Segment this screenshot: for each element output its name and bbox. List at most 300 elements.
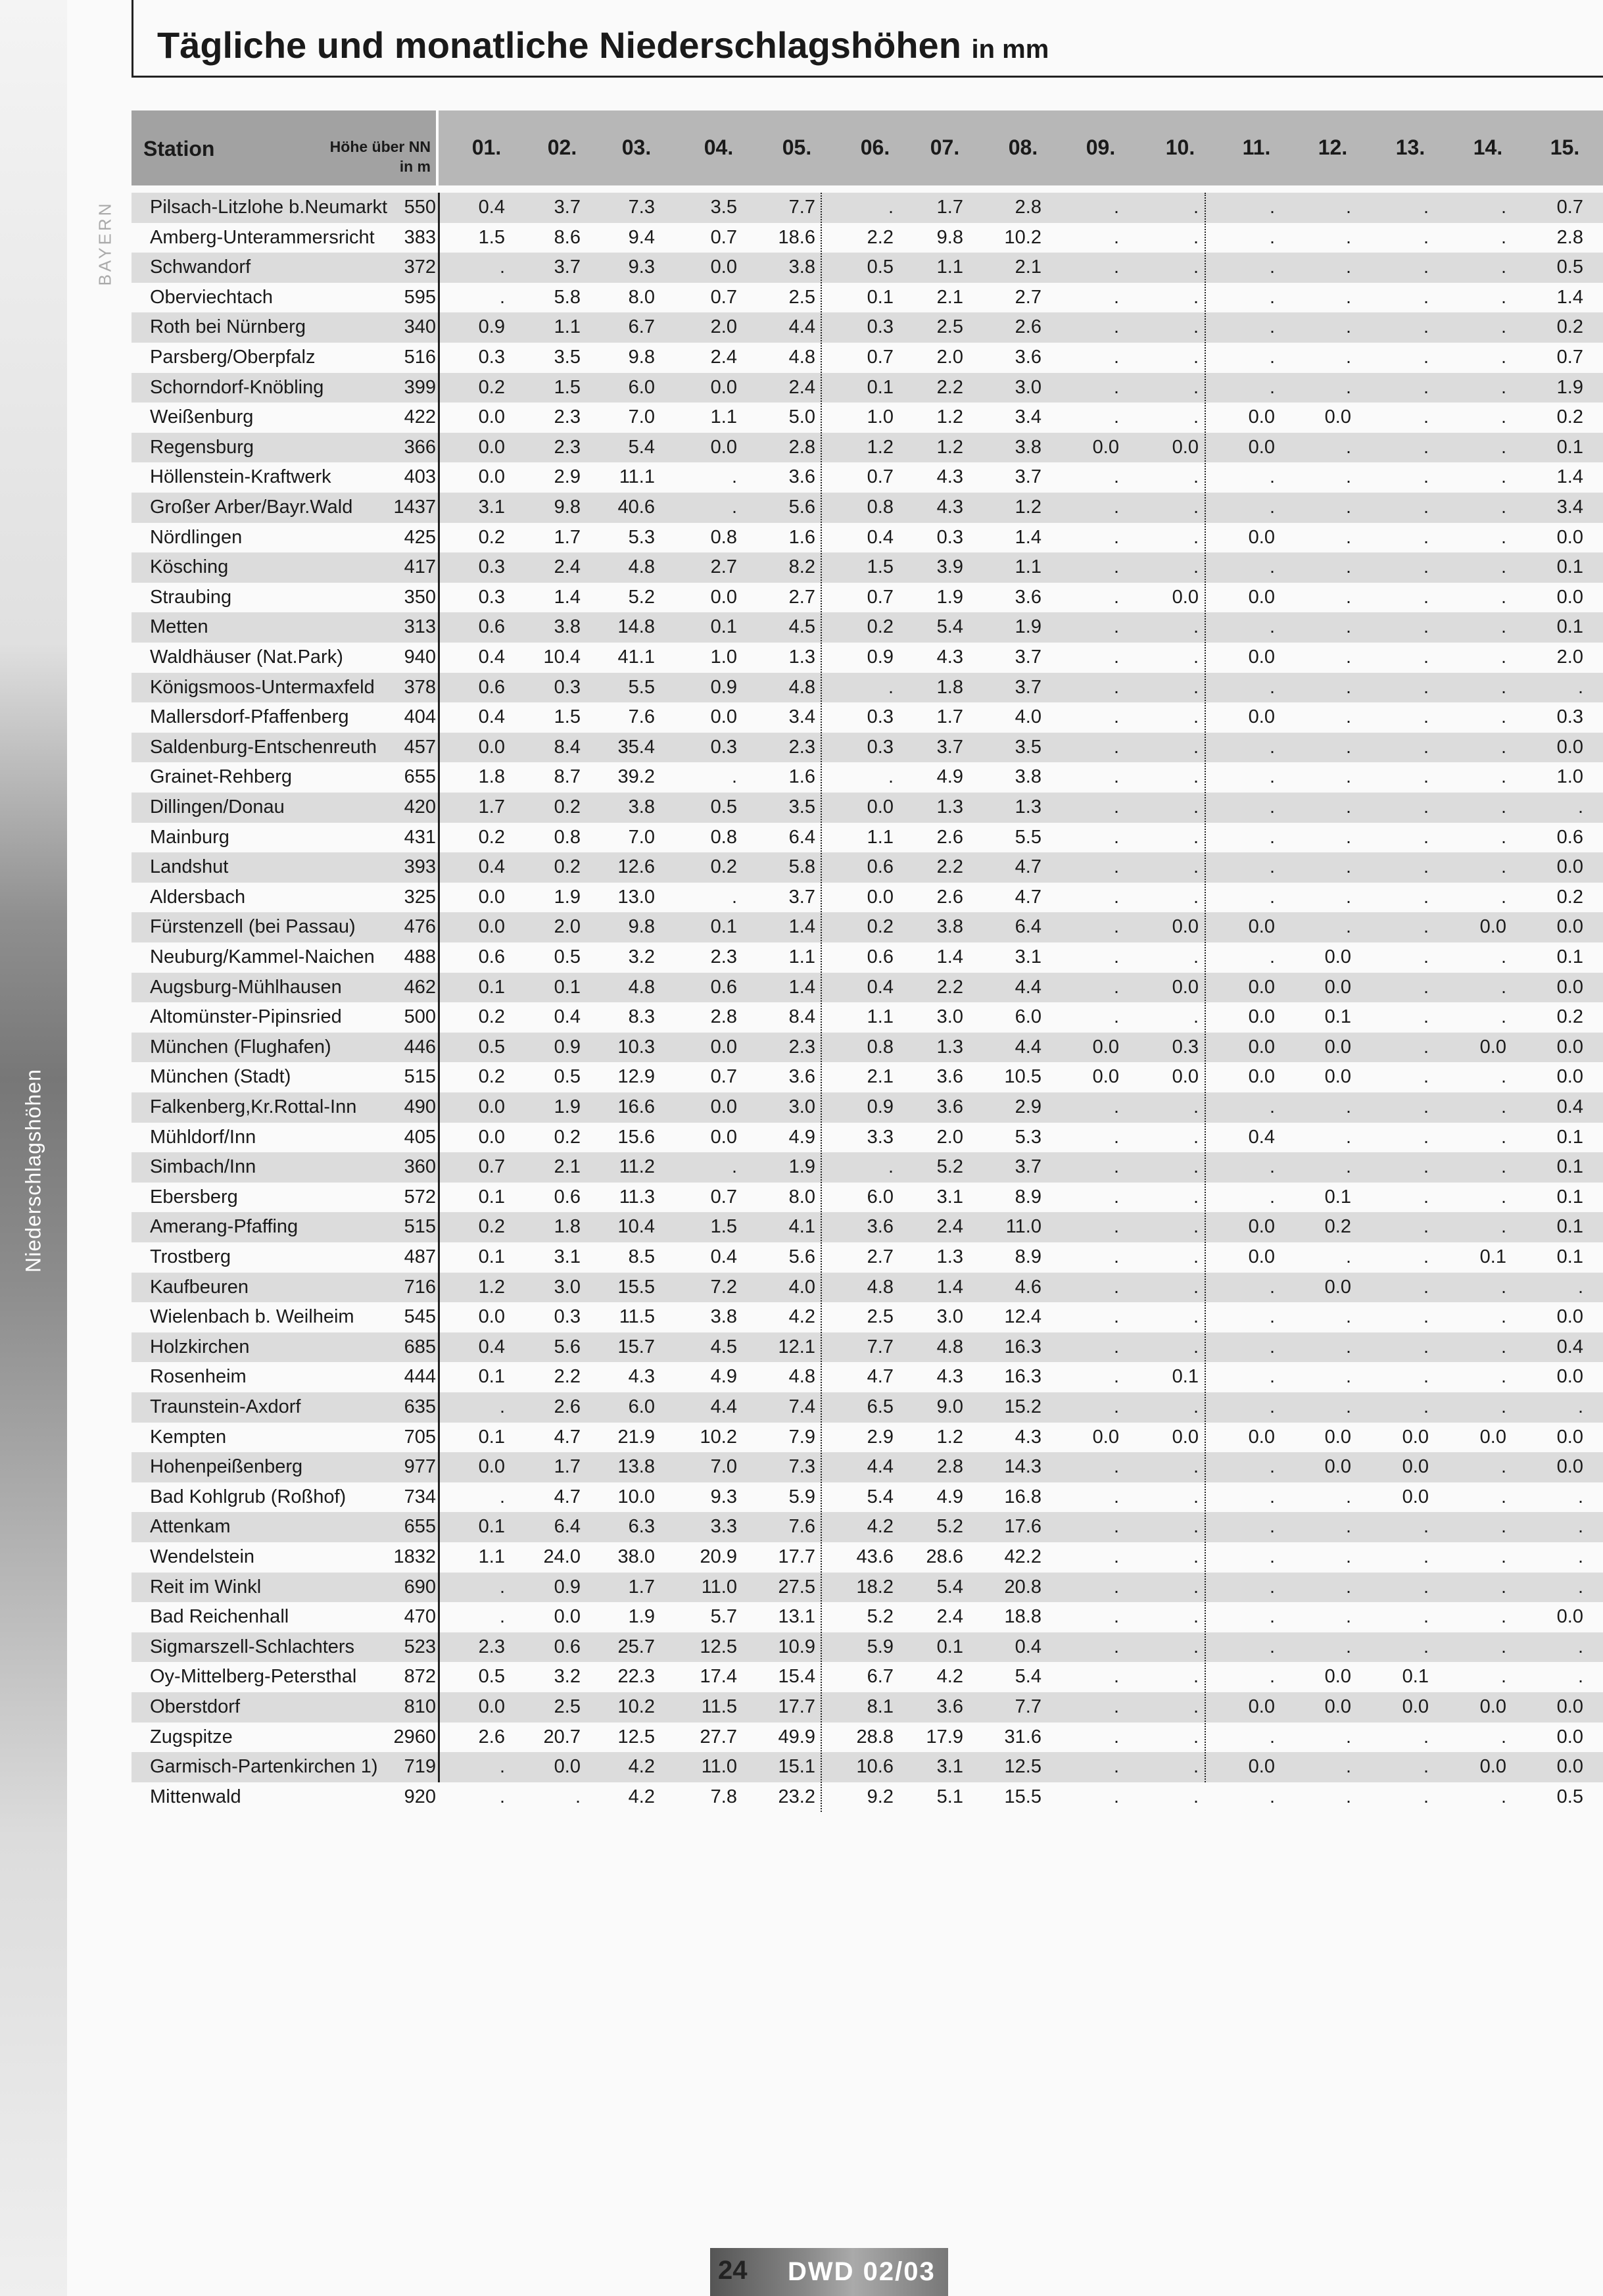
day-value: 0.1 [478,976,505,998]
station-name: Bad Reichenhall [150,1606,289,1628]
day-value: . [1193,1696,1199,1717]
day-value: 4.8 [788,347,815,368]
station-name: Wielenbach b. Weilheim [150,1306,354,1328]
day-value: 1.8 [936,676,963,698]
day-value: 3.0 [788,1096,815,1117]
day-value: 0.5 [1556,1786,1583,1807]
day-value: 0.2 [478,376,505,398]
day-value: . [499,1606,505,1628]
day-value: 2.4 [554,556,581,578]
day-value: 0.0 [1248,1216,1275,1238]
day-value: . [1269,1666,1275,1688]
day-value: 6.0 [628,1396,655,1417]
day-value: . [1113,1246,1119,1267]
day-value: 1.1 [867,1006,894,1028]
day-value: 3.1 [936,1756,963,1778]
station-hoehe: 470 [404,1606,436,1628]
day-value: 7.7 [867,1336,894,1357]
day-value: 3.6 [936,1696,963,1717]
day-value: 17.9 [926,1726,963,1747]
day-value: 1.0 [867,406,894,428]
day-value: 20.9 [700,1546,737,1567]
station-hoehe: 655 [404,766,436,788]
day-value: . [1345,676,1351,698]
day-value: 0.9 [478,316,505,338]
station-name: Dillingen/Donau [150,796,285,818]
day-value: 0.4 [867,976,894,998]
day-value: 0.0 [1324,1456,1351,1478]
station-name: Attenkam [150,1516,231,1538]
day-value: 2.6 [936,886,963,908]
day-value: . [1193,466,1199,488]
day-value: 0.0 [710,1096,737,1117]
day-value: 1.7 [554,1456,581,1478]
day-value: . [1345,766,1351,788]
day-value: 2.0 [936,347,963,368]
day-value: 3.8 [1015,436,1041,458]
table-row [132,1212,1603,1242]
table-row [132,912,1603,942]
table-row [132,1002,1603,1033]
day-value: . [1577,1276,1583,1298]
station-hoehe: 734 [404,1486,436,1507]
station-name: Fürstenzell (bei Passau) [150,916,356,938]
day-value: . [1113,1666,1119,1688]
day-value: 0.0 [1479,1426,1506,1448]
station-name: Höllenstein-Kraftwerk [150,466,331,488]
day-value: . [1345,916,1351,938]
day-value: 2.0 [554,916,581,938]
day-value: 0.0 [710,256,737,278]
day-value: 2.9 [554,466,581,488]
day-value: 2.6 [936,826,963,848]
day-value: 0.0 [1402,1426,1429,1448]
day-value: 0.8 [867,1036,894,1058]
day-value: . [1500,1336,1506,1357]
day-value: 0.0 [1248,1756,1275,1778]
day-value: 2.7 [867,1246,894,1267]
day-value: 0.0 [1248,916,1275,938]
day-value: . [1113,586,1119,608]
day-value: . [1193,1186,1199,1208]
day-value: . [499,1396,505,1417]
day-value: . [1500,286,1506,308]
day-value: . [1193,1006,1199,1028]
day-value: 7.2 [710,1276,737,1298]
day-value: 2.9 [1015,1096,1041,1117]
day-value: 18.2 [856,1576,894,1598]
day-value: 1.3 [1015,796,1041,818]
day-value: . [1345,856,1351,878]
day-value: . [1345,1786,1351,1807]
day-value: . [1113,1486,1119,1507]
day-value: . [499,256,505,278]
day-value: . [1113,1186,1119,1208]
day-value: 10.0 [617,1486,655,1507]
day-value: 5.9 [867,1636,894,1657]
day-value: 41.1 [617,647,655,668]
day-value: 2.8 [936,1456,963,1478]
day-value: 5.5 [628,676,655,698]
day-value: . [1269,1156,1275,1178]
day-value: 4.2 [936,1666,963,1688]
header-day: 15. [1550,135,1580,159]
day-value: . [1193,347,1199,368]
day-value: 21.9 [617,1426,655,1448]
table-row [132,1123,1603,1153]
day-value: 4.9 [788,1126,815,1148]
day-value: 5.8 [554,286,581,308]
day-value: 3.7 [1015,1156,1041,1178]
table-row [132,702,1603,733]
day-value: . [1500,766,1506,788]
day-value: . [1193,1306,1199,1328]
station-hoehe: 572 [404,1186,436,1208]
day-value: 2.8 [1015,197,1041,218]
day-value: 2.1 [554,1156,581,1178]
day-value: 6.7 [628,316,655,338]
day-value: 5.3 [1015,1126,1041,1148]
day-value: . [1269,676,1275,698]
page-title-main: Tägliche und monatliche Niederschlagshöhen [157,24,961,66]
day-value: 0.0 [1092,436,1119,458]
column-divider [438,193,440,1782]
day-value: . [1269,1366,1275,1388]
day-value: 7.0 [710,1456,737,1478]
day-value: . [1500,436,1506,458]
day-value: . [1423,436,1429,458]
day-value: 1.9 [936,586,963,608]
day-value: 23.2 [778,1786,815,1807]
day-value: 0.6 [867,856,894,878]
day-value: 0.3 [478,586,505,608]
day-value: . [1500,1156,1506,1178]
header-day: 11. [1242,135,1271,159]
day-value: . [1269,1786,1275,1807]
day-value: . [1500,226,1506,248]
station-name: Kempten [150,1426,227,1448]
day-value: 2.7 [1015,286,1041,308]
table-row [132,343,1603,373]
day-value: 0.9 [867,647,894,668]
day-value: . [1113,226,1119,248]
day-value: 0.1 [1556,946,1583,967]
day-value: . [1500,1456,1506,1478]
day-value: . [1193,647,1199,668]
day-value: . [1500,796,1506,818]
day-value: 0.3 [554,1306,581,1328]
day-value: . [1500,647,1506,668]
day-value: 0.0 [1324,946,1351,967]
day-value: 2.4 [710,347,737,368]
day-value: 0.0 [710,1036,737,1058]
day-value: . [1193,526,1199,548]
day-value: . [1423,826,1429,848]
header-hoehe-line1: Höhe über NN [329,138,431,155]
day-value: 4.2 [628,1786,655,1807]
day-value: 2.2 [936,976,963,998]
header-day: 02. [547,135,577,159]
day-value: 0.2 [554,856,581,878]
day-value: 1.7 [478,796,505,818]
day-value: . [1193,766,1199,788]
day-value: 0.3 [554,676,581,698]
day-value: . [1193,1486,1199,1507]
table-row [132,223,1603,253]
station-hoehe: 340 [404,316,436,338]
day-value: . [1193,226,1199,248]
day-value: . [1269,1546,1275,1567]
day-value: . [1423,1066,1429,1088]
day-value: . [1500,197,1506,218]
day-value: . [1423,976,1429,998]
day-value: . [1269,1336,1275,1357]
day-value: . [1113,1006,1119,1028]
table-row [132,1332,1603,1363]
day-value: 16.6 [617,1096,655,1117]
table-row [132,1062,1603,1092]
day-value: . [1269,1726,1275,1747]
day-value: 8.2 [788,556,815,578]
day-value: 0.0 [1479,1696,1506,1717]
sidebar [0,0,67,2296]
day-value: 0.0 [1092,1036,1119,1058]
table-row [132,373,1603,403]
day-value: 0.0 [1556,736,1583,758]
day-value: 0.2 [478,1066,505,1088]
day-value: 28.8 [856,1726,894,1747]
day-value: . [1193,1246,1199,1267]
day-value: . [1500,586,1506,608]
day-value: . [1500,1786,1506,1807]
day-value: 4.3 [628,1366,655,1388]
day-value: 1.4 [936,946,963,967]
day-value: . [1500,1306,1506,1328]
station-hoehe: 393 [404,856,436,878]
table-row [132,462,1603,493]
station-hoehe: 399 [404,376,436,398]
station-hoehe: 920 [404,1786,436,1807]
day-value: 4.7 [867,1366,894,1388]
table-row [132,1632,1603,1663]
day-value: 0.6 [554,1186,581,1208]
table-row [132,253,1603,283]
day-value: 0.8 [867,497,894,518]
table-row [132,1302,1603,1332]
day-value: . [1113,1576,1119,1598]
station-hoehe: 490 [404,1096,436,1117]
day-value: 0.5 [554,1066,581,1088]
day-value: 7.3 [628,197,655,218]
day-value: . [1113,1216,1119,1238]
table-row [132,1482,1603,1513]
day-value: 0.0 [1248,436,1275,458]
day-value: 0.5 [1556,256,1583,278]
station-name: Landshut [150,856,229,878]
day-value: 4.7 [554,1426,581,1448]
table-row [132,1542,1603,1573]
station-name: Pilsach-Litzlohe b.Neumarkt [150,197,388,218]
station-hoehe: 523 [404,1636,436,1657]
header-separator [436,110,439,185]
table-row [132,1033,1603,1063]
day-value: 1.1 [867,826,894,848]
day-value: . [1113,1756,1119,1778]
station-hoehe: 595 [404,286,436,308]
day-value: . [1269,256,1275,278]
station-name: Mainburg [150,826,229,848]
day-value: 4.3 [936,497,963,518]
day-value: 0.5 [867,256,894,278]
day-value: 3.8 [628,796,655,818]
day-value: 0.3 [867,736,894,758]
station-hoehe: 457 [404,736,436,758]
day-value: 9.8 [936,226,963,248]
day-value: 4.4 [867,1456,894,1478]
day-value: . [1500,1396,1506,1417]
day-value: 1.3 [936,1246,963,1267]
day-value: . [1193,1276,1199,1298]
day-value: 0.3 [867,706,894,728]
day-value: 22.3 [617,1666,655,1688]
day-value: 27.7 [700,1726,737,1747]
day-value: . [1577,1636,1583,1657]
day-value: 8.5 [628,1246,655,1267]
station-name: Schwandorf [150,256,251,278]
day-value: 0.6 [478,676,505,698]
day-value: 3.0 [936,1306,963,1328]
day-value: 4.0 [1015,706,1041,728]
day-value: 0.2 [478,826,505,848]
day-value: 0.7 [710,1186,737,1208]
table-row [132,673,1603,703]
day-value: 1.7 [936,706,963,728]
day-value: 0.0 [867,796,894,818]
header-day: 05. [782,135,812,159]
day-value: 2.9 [867,1426,894,1448]
table-row [132,733,1603,763]
day-value: . [1193,556,1199,578]
day-value: 0.4 [478,856,505,878]
day-value: 5.5 [1015,826,1041,848]
day-value: 2.2 [867,226,894,248]
day-value: 0.0 [478,1096,505,1117]
day-value: 3.7 [554,256,581,278]
day-value: 3.7 [1015,647,1041,668]
day-value: 8.0 [628,286,655,308]
day-value: 2.4 [788,376,815,398]
station-name: Metten [150,616,208,638]
day-value: 0.0 [1324,1036,1351,1058]
day-value: 0.0 [1556,1696,1583,1717]
day-value: . [1269,946,1275,967]
day-value: . [1345,256,1351,278]
day-value: 9.3 [628,256,655,278]
day-value: 0.0 [1556,1726,1583,1747]
table-row [132,1183,1603,1213]
day-value: 1.0 [710,647,737,668]
day-value: . [1113,197,1119,218]
day-value: 1.5 [710,1216,737,1238]
day-value: . [1345,347,1351,368]
day-value: 3.3 [710,1516,737,1538]
day-value: . [1269,1306,1275,1328]
day-value: . [1345,316,1351,338]
day-value: . [1500,466,1506,488]
day-value: 0.7 [867,586,894,608]
day-value: . [1500,556,1506,578]
day-value: 1.2 [1015,497,1041,518]
day-value: 4.4 [1015,1036,1041,1058]
day-value: . [1577,1546,1583,1567]
header-day: 07. [930,135,960,159]
station-hoehe: 366 [404,436,436,458]
day-value: 1.2 [936,436,963,458]
station-name: Altomünster-Pipinsried [150,1006,342,1028]
day-value: . [1345,796,1351,818]
day-value: 0.0 [1248,706,1275,728]
day-value: 42.2 [1004,1546,1041,1567]
day-value: . [1345,376,1351,398]
day-value: 11.0 [1005,1216,1041,1238]
table-row [132,612,1603,643]
day-value: 0.3 [1172,1036,1199,1058]
day-value: . [731,886,737,908]
day-value: 0.4 [478,1336,505,1357]
station-hoehe: 403 [404,466,436,488]
day-value: 2.1 [867,1066,894,1088]
day-value: . [1423,256,1429,278]
day-value: . [1193,706,1199,728]
day-value: 5.2 [867,1606,894,1628]
day-value: . [1500,616,1506,638]
day-value: . [1423,766,1429,788]
day-value: . [1345,1246,1351,1267]
day-value: . [1423,1216,1429,1238]
station-hoehe: 719 [404,1756,436,1778]
day-value: 0.0 [1092,1066,1119,1088]
day-value: 1.6 [788,526,815,548]
day-value: . [1500,946,1506,967]
day-value: . [1577,676,1583,698]
day-value: 9.4 [628,226,655,248]
day-value: 12.5 [1004,1756,1041,1778]
station-hoehe: 487 [404,1246,436,1267]
day-value: 0.1 [710,616,737,638]
day-value: 1.3 [936,796,963,818]
day-value: 4.7 [1015,886,1041,908]
dotted-divider [821,193,822,1812]
day-value: 0.4 [1248,1126,1275,1148]
day-value: . [1423,1546,1429,1567]
day-value: 1.1 [554,316,581,338]
station-name: München (Flughafen) [150,1036,331,1058]
day-value: . [1423,676,1429,698]
day-value: . [1500,856,1506,878]
day-value: 0.2 [1556,886,1583,908]
day-value: 11.0 [701,1576,737,1598]
station-hoehe: 360 [404,1156,436,1178]
day-value: 0.0 [478,1696,505,1717]
day-value: 0.6 [554,1636,581,1657]
day-value: . [1500,1126,1506,1148]
day-value: 3.8 [1015,766,1041,788]
day-value: . [1423,1336,1429,1357]
day-value: 5.4 [1015,1666,1041,1688]
day-value: 0.0 [710,706,737,728]
day-value: 0.1 [1556,1126,1583,1148]
day-value: . [1500,1726,1506,1747]
